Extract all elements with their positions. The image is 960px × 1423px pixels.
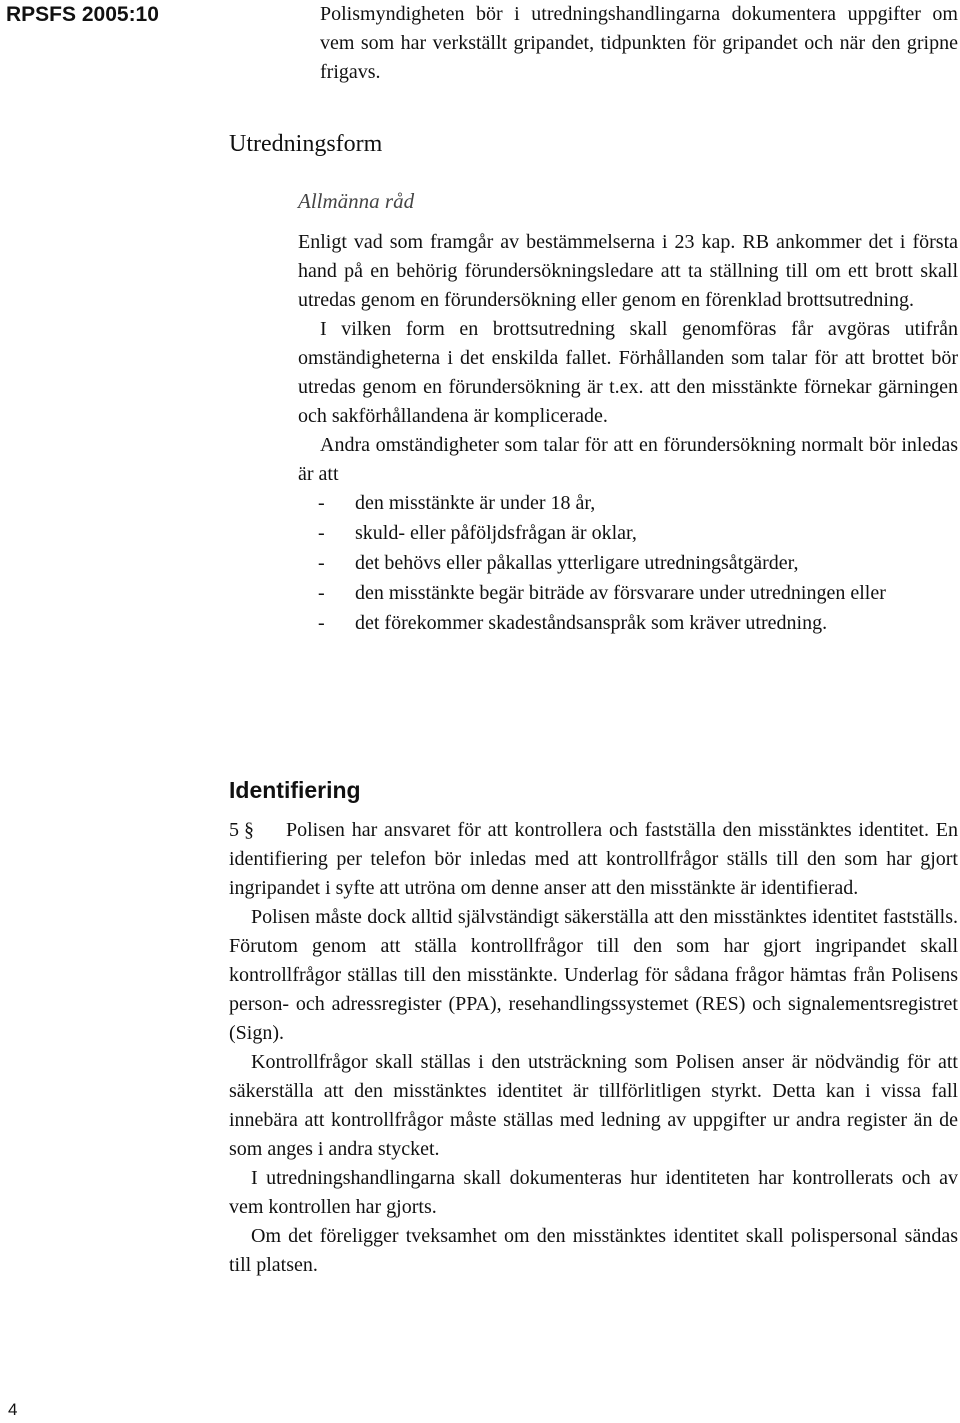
section-paragraph-2: Polisen måste dock alltid självständigt säkerställa att den misstänktes identitet fastställs. Förutom genom att ställa kontrollfrågor till den som har gjort ingripandet skall kontrollfrågor ställas till den misstänkte. Underlag för sådana frågor hämtas från Polisens person- och adressregister (PPA), resehandlingssystemet (RES) och signalementsregistret (Sign). — [229, 906, 958, 1044]
identifiering-heading: Identifiering — [229, 777, 361, 803]
list-item — [298, 579, 958, 608]
list-item — [298, 489, 958, 518]
list-dash: - — [318, 522, 325, 544]
utredningsform-heading: Utredningsform — [229, 131, 383, 157]
utredningsform-advice — [298, 228, 958, 639]
advice-paragraph-3: Andra omständigheter som talar för att en förundersökning normalt bör inledas är att — [298, 434, 958, 485]
page-number: 4 — [8, 1400, 18, 1419]
list-item-text: det behövs eller påkallas ytterligare utredningsåtgärder, — [355, 552, 799, 574]
list-item-text: den misstänkte är under 18 år, — [355, 492, 596, 514]
section-paragraph-1 — [229, 816, 958, 903]
section-paragraph-3: Kontrollfrågor skall ställas i den utsträckning som Polisen anser är nödvändig för att säkerställa att den misstänktes identitet är tillförlitligen styrkt. Detta kan i vissa fall innebära att kontrollfrågor måste ställas med ledning av uppgifter ur andra register än de som anges i andra stycket. — [229, 1051, 958, 1160]
list-dash: - — [318, 612, 325, 634]
document-id: RPSFS 2005:10 — [6, 3, 159, 26]
list-dash: - — [318, 552, 325, 574]
list-item-text: den misstänkte begär biträde av försvarare under utredningen eller — [355, 582, 886, 604]
section-paragraph-4: I utredningshandlingarna skall dokumenteras hur identiteten har kontrollerats och av vem kontrollen har gjorts. — [229, 1167, 958, 1218]
section-paragraph-5: Om det föreligger tveksamhet om den misstänktes identitet skall polispersonal sändas till platsen. — [229, 1225, 958, 1276]
circumstances-list — [298, 489, 958, 638]
list-item — [298, 519, 958, 548]
list-item — [298, 549, 958, 578]
intro-text: Polismyndigheten bör i utredningshandlingarna dokumentera uppgifter om vem som har verkställt gripandet, tidpunkten för gripandet och när den gripne frigavs. — [320, 3, 958, 83]
section-5 — [229, 816, 958, 1280]
list-item — [298, 609, 958, 638]
list-item-text: skuld- eller påföljdsfrågan är oklar, — [355, 522, 637, 544]
allmanna-rad-subheading: Allmänna råd — [298, 189, 415, 213]
advice-paragraph-1: Enligt vad som framgår av bestämmelserna i 23 kap. RB ankommer det i första hand på en behörig förundersökningsledare att ta ställning till om ett brott skall utredas genom en förundersökning eller genom en förenklad brottsutredning. — [298, 231, 958, 311]
list-dash: - — [318, 492, 325, 514]
list-dash: - — [318, 582, 325, 604]
intro-paragraph — [320, 0, 958, 87]
section-number: 5 § — [229, 819, 254, 841]
section-paragraph-1-text: Polisen har ansvaret för att kontrollera och fastställa den misstänktes identitet. En identifiering per telefon bör inledas med att kontrollfrågor ställs till den som har gjort ingripandet i syfte att utröna om denne anser att den misstänkte är identifierad. — [229, 819, 958, 899]
list-item-text: det förekommer skadeståndsanspråk som kräver utredning. — [355, 612, 828, 634]
advice-paragraph-2: I vilken form en brottsutredning skall genomföras får avgöras utifrån omständigheterna i det enskilda fallet. Förhållanden som talar för att brottet bör utredas genom en förundersökning är t.ex. att den misstänkte förnekar gärningen och sakförhållandena är komplicerade. — [298, 318, 958, 427]
